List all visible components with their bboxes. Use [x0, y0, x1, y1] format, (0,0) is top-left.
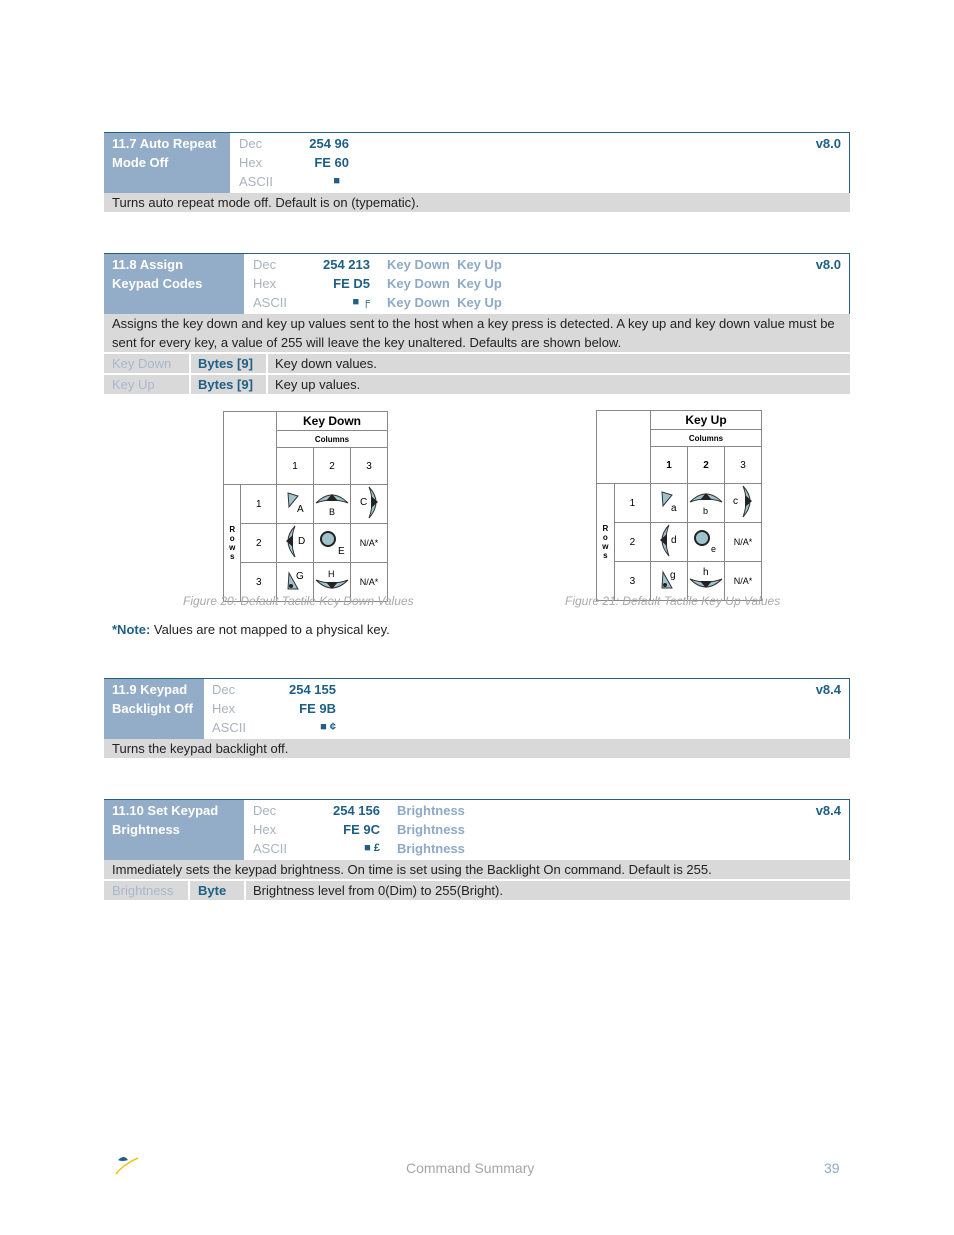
center-button-icon: [688, 523, 724, 558]
svg-text:A: A: [296, 504, 304, 515]
key-na: N/A*: [350, 524, 387, 563]
svg-text:b: b: [702, 506, 708, 516]
left-arrow-icon: [277, 524, 313, 559]
down-left-arrow-icon: [651, 562, 687, 597]
key-right: [724, 484, 761, 523]
param-name: Brightness: [112, 883, 174, 898]
footer-title: Command Summary: [406, 1160, 535, 1176]
key-up: [313, 485, 350, 524]
hex-label: Hex: [253, 276, 277, 291]
ascii-label: ASCII: [253, 295, 287, 310]
center-button-icon: [314, 524, 350, 559]
figure-caption: Figure 20: Default Tactile Key Down Values: [183, 594, 414, 608]
svg-text:G: G: [295, 571, 304, 582]
key-left: [276, 524, 313, 563]
dec-label: Dec: [253, 803, 277, 818]
param-name: Key Up: [112, 377, 155, 392]
figure-caption: Figure 21: Default Tactile Key Up Values: [565, 594, 781, 608]
key-center: [687, 523, 724, 562]
col-number: 3: [724, 447, 761, 484]
param-desc: Brightness level from 0(Dim) to 255(Bright).: [253, 883, 503, 898]
right-arrow-icon: [725, 484, 761, 519]
key-up: [687, 484, 724, 523]
left-arrow-icon: [651, 523, 687, 558]
section-title: 11.8 Assign Keypad Codes: [104, 254, 244, 314]
ascii-value: ■ ╒: [352, 296, 370, 308]
col-number: 2: [687, 447, 724, 484]
param-hex: Brightness: [397, 822, 465, 837]
row-number: 3: [241, 563, 277, 602]
param-type: Byte: [198, 883, 227, 898]
section-title: 11.9 Keypad Backlight Off: [104, 679, 204, 739]
company-logo: [112, 1152, 142, 1176]
down-left-arrow-icon: [277, 563, 313, 598]
params-ascii: Key Down Key Up: [387, 295, 502, 310]
version: v8.0: [815, 136, 841, 151]
columns-label: Columns: [276, 431, 387, 448]
dec-label: Dec: [253, 257, 277, 272]
svg-text:a: a: [670, 503, 677, 514]
col-number: 2: [313, 448, 350, 485]
row-number: 3: [614, 562, 650, 601]
ascii-label: ASCII: [253, 841, 287, 856]
table-header: Key Up: [650, 411, 761, 430]
col-number: 1: [276, 448, 313, 485]
hex-label: Hex: [239, 155, 263, 170]
section-11-8: [104, 253, 850, 394]
col-number: 1: [650, 447, 687, 484]
svg-text:E: E: [337, 546, 345, 557]
ascii-label: ASCII: [212, 720, 246, 735]
param-type: Bytes [9]: [198, 356, 253, 371]
dec-value: 254 96: [309, 136, 349, 151]
rows-label: R o w s: [224, 485, 241, 602]
ascii-label: ASCII: [239, 174, 273, 189]
svg-text:e: e: [710, 544, 716, 554]
key-na: N/A*: [350, 563, 387, 602]
key-na: N/A*: [724, 562, 761, 601]
section-11-7: [104, 132, 850, 212]
row-number: 2: [241, 524, 277, 563]
row-number: 1: [241, 485, 277, 524]
svg-text:B: B: [328, 507, 335, 517]
col-number: 3: [350, 448, 387, 485]
params-dec: Key Down Key Up: [387, 257, 502, 272]
dec-label: Dec: [239, 136, 263, 151]
param-name: Key Down: [112, 356, 172, 371]
version: v8.0: [815, 257, 841, 272]
param-desc: Key up values.: [275, 377, 361, 392]
svg-text:c: c: [732, 496, 738, 507]
version: v8.4: [815, 682, 841, 697]
note: [112, 620, 390, 639]
up-left-arrow-icon: [277, 485, 313, 520]
key-left: [650, 523, 687, 562]
dec-label: Dec: [212, 682, 236, 697]
param-row: [104, 375, 850, 394]
description: Assigns the key down and key up values sent to the host when a key press is detected. A key up and key down value must be sent for every key, a value of 255 will leave the key unaltered. Defaults are shown below.: [104, 314, 850, 352]
hex-value: FE 9C: [343, 822, 380, 837]
section-11-9: [104, 678, 850, 758]
key-right: [350, 485, 387, 524]
ascii-value: ■ ¢: [320, 721, 336, 733]
keypad-table-key-down: [223, 411, 388, 602]
version: v8.4: [815, 803, 841, 818]
svg-text:C: C: [359, 497, 368, 508]
dec-value: 254 156: [333, 803, 380, 818]
params-hex: Key Down Key Up: [387, 276, 502, 291]
hex-label: Hex: [212, 701, 236, 716]
svg-text:d: d: [670, 535, 677, 546]
section-title: 11.7 Auto Repeat Mode Off: [104, 133, 230, 193]
up-arrow-icon: [314, 485, 350, 520]
param-row: [104, 354, 850, 373]
hex-label: Hex: [253, 822, 277, 837]
ascii-value: ■: [333, 175, 340, 187]
param-desc: Key down values.: [275, 356, 377, 371]
down-arrow-icon: [688, 562, 724, 597]
rows-label: R o w s: [597, 484, 615, 601]
up-arrow-icon: [688, 484, 724, 519]
row-number: 1: [614, 484, 650, 523]
description: Turns the keypad backlight off.: [104, 739, 850, 758]
param-ascii: Brightness: [397, 841, 465, 856]
key-center: [313, 524, 350, 563]
section-11-10: [104, 799, 850, 900]
down-arrow-icon: [314, 563, 350, 598]
up-left-arrow-icon: [651, 484, 687, 519]
ascii-value: ■ £: [364, 842, 380, 854]
param-type: Bytes [9]: [198, 377, 253, 392]
svg-text:D: D: [297, 536, 306, 547]
dec-value: 254 213: [323, 257, 370, 272]
param-dec: Brightness: [397, 803, 465, 818]
page-number: 39: [824, 1160, 840, 1176]
note-label: *Note:: [112, 622, 151, 637]
row-number: 2: [614, 523, 650, 562]
note-text: Values are not mapped to a physical key.: [153, 622, 390, 637]
hex-value: FE D5: [333, 276, 370, 291]
svg-text:H: H: [327, 569, 335, 579]
keypad-table-key-up: [596, 410, 762, 601]
svg-text:g: g: [669, 570, 676, 581]
hex-value: FE 9B: [299, 701, 336, 716]
columns-label: Columns: [650, 430, 761, 447]
description: Turns auto repeat mode off. Default is on (typematic).: [104, 193, 850, 212]
dec-value: 254 155: [289, 682, 336, 697]
key-na: N/A*: [724, 523, 761, 562]
hex-value: FE 60: [314, 155, 349, 170]
key-up-left: [276, 485, 313, 524]
key-up-left: [650, 484, 687, 523]
param-row: [104, 881, 850, 900]
svg-text:h: h: [702, 567, 709, 578]
description: Immediately sets the keypad brightness. On time is set using the Backlight On command. Default is 255.: [104, 860, 850, 879]
table-header: Key Down: [276, 412, 387, 431]
right-arrow-icon: [351, 485, 387, 520]
section-title: 11.10 Set Keypad Brightness: [104, 800, 244, 860]
